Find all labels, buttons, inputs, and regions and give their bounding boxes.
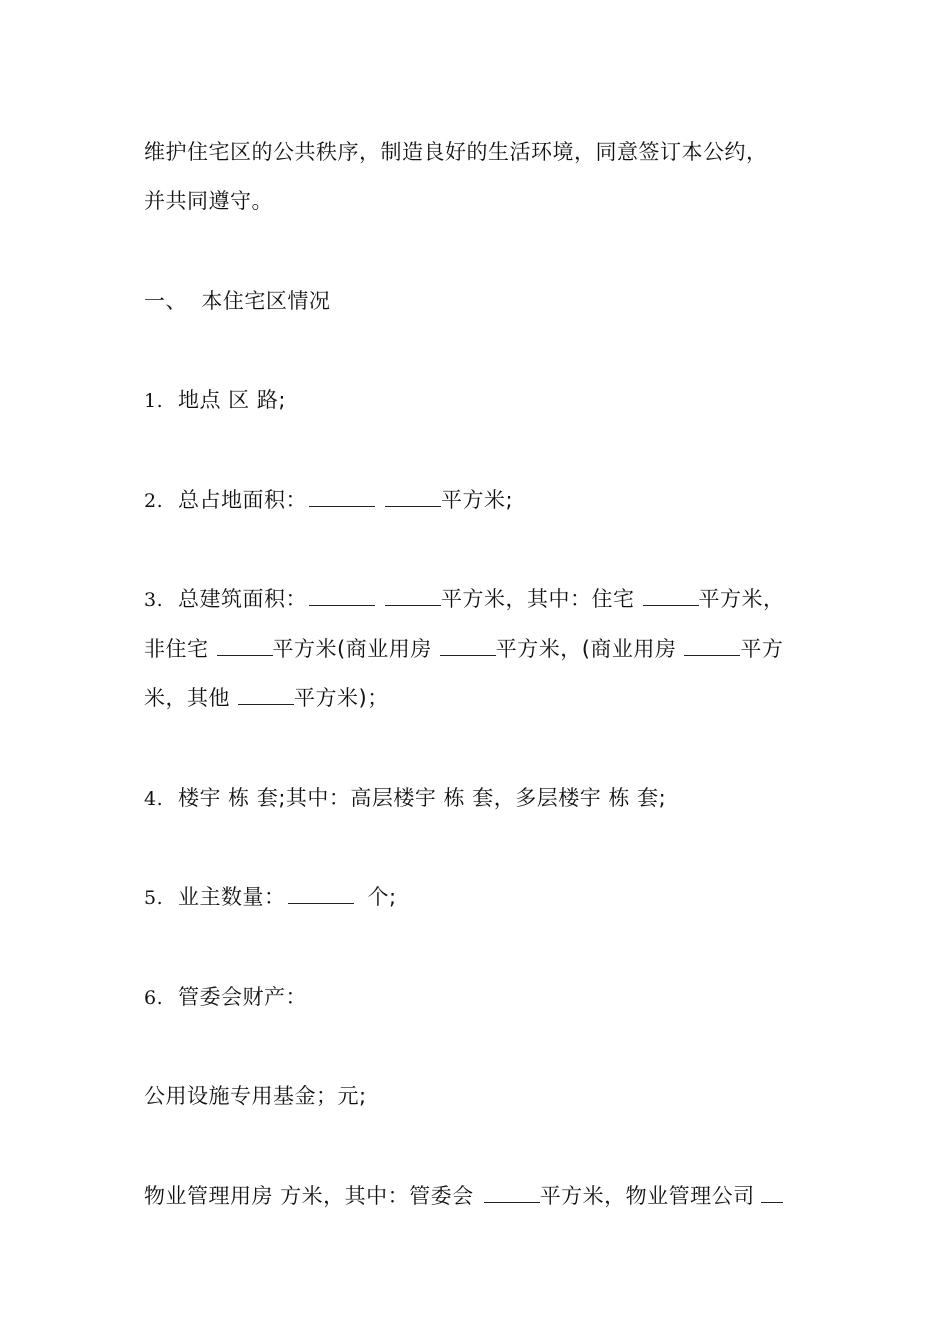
item-1 bbox=[144, 387, 286, 414]
blank-field bbox=[684, 637, 740, 656]
item-3-text-e: 平方米(商业用房 bbox=[272, 637, 432, 661]
intro-line-2 bbox=[144, 188, 273, 214]
item-3-line-1 bbox=[144, 586, 785, 613]
blank-field bbox=[385, 587, 441, 606]
item-4-text: 楼宇 栋 套;其中：高层楼宇 栋 套，多层楼宇 栋 套; bbox=[178, 786, 667, 810]
blank-field bbox=[309, 488, 375, 507]
item-2 bbox=[144, 487, 513, 514]
item-3-text-i: 平方米)； bbox=[294, 686, 389, 710]
section-heading bbox=[144, 288, 330, 314]
item-3-line-3 bbox=[144, 685, 389, 711]
blank-field bbox=[309, 587, 375, 606]
intro-text-2: 并共同遵守。 bbox=[144, 189, 273, 213]
blank-field bbox=[440, 637, 496, 656]
item-3-line-2 bbox=[144, 636, 783, 662]
intro-text-1: 维护住宅区的公共秩序，制造良好的生活环境，同意签订本公约， bbox=[144, 140, 768, 164]
item-6 bbox=[144, 984, 307, 1011]
item-3-text-h: 米，其他 bbox=[144, 686, 230, 710]
property-text-b: 平方米，物业管理公司 bbox=[539, 1184, 755, 1208]
item-3-text-g: 平方 bbox=[740, 637, 784, 661]
blank-field bbox=[761, 1184, 783, 1203]
item-3-text-d: 非住宅 bbox=[144, 637, 209, 661]
item-2-label: 总占地面积： bbox=[178, 488, 307, 512]
item-1-text: 地点 区 路; bbox=[178, 388, 286, 412]
item-2-unit: 平方米; bbox=[441, 488, 514, 512]
item-3-label: 总建筑面积： bbox=[178, 587, 307, 611]
section-heading-text: 一、 本住宅区情况 bbox=[144, 289, 331, 313]
blank-field bbox=[643, 587, 699, 606]
blank-field bbox=[288, 885, 354, 904]
item-3-number: 3. bbox=[144, 589, 164, 611]
item-5-number: 5. bbox=[144, 887, 164, 909]
intro-line-1 bbox=[144, 139, 768, 165]
item-4 bbox=[144, 785, 666, 812]
blank-field bbox=[385, 488, 441, 507]
blank-field bbox=[238, 686, 294, 705]
item-6-number: 6. bbox=[144, 987, 164, 1009]
item-5 bbox=[144, 884, 397, 911]
item-5-label: 业主数量： bbox=[178, 885, 286, 909]
item-3-text-c: 平方米， bbox=[698, 587, 785, 611]
item-5-unit: 个; bbox=[367, 885, 397, 909]
fund-line bbox=[144, 1083, 367, 1109]
blank-field bbox=[217, 637, 273, 656]
item-6-text: 管委会财产： bbox=[178, 985, 307, 1009]
item-4-number: 4. bbox=[144, 788, 164, 810]
property-line bbox=[144, 1183, 783, 1209]
property-text-a: 物业管理用房 方米，其中：管委会 bbox=[144, 1184, 474, 1208]
item-3-text-f: 平方米，(商业用房 bbox=[495, 637, 677, 661]
fund-text: 公用设施专用基金；元; bbox=[144, 1084, 367, 1108]
item-1-number: 1. bbox=[144, 390, 164, 412]
item-3-text-b: 平方米，其中：住宅 bbox=[441, 587, 635, 611]
blank-field bbox=[484, 1184, 540, 1203]
item-2-number: 2. bbox=[144, 490, 164, 512]
